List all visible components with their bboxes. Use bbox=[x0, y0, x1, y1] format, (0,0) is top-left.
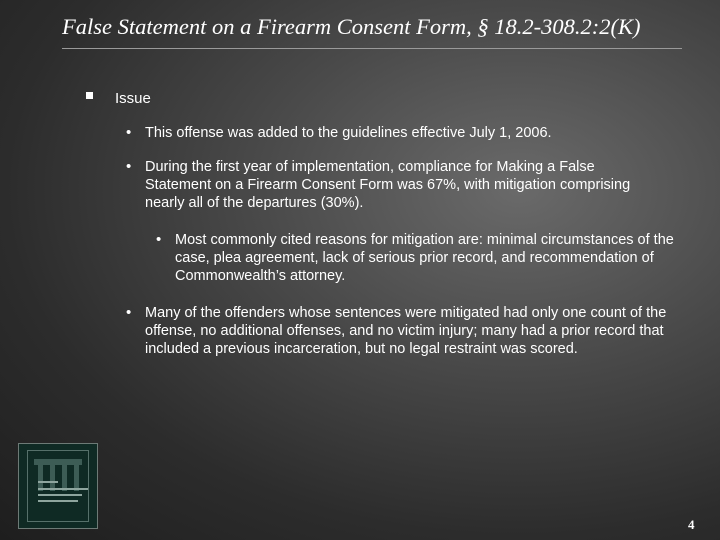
logo-text-line bbox=[38, 494, 82, 496]
sentencing-commission-logo bbox=[18, 443, 98, 529]
page-number: 4 bbox=[688, 517, 695, 532]
bullet-dot-icon: • bbox=[156, 231, 162, 248]
logo-frame bbox=[27, 450, 89, 522]
bullet-dot-icon: • bbox=[126, 158, 132, 175]
bullet-dot-icon: • bbox=[126, 304, 132, 321]
bullet-text: During the first year of implementation, compliance for Making a False Statement on a Firearm Consent Form was 67%, with mitigation comprising nearly all of the departures (30%). bbox=[145, 159, 631, 211]
title-divider bbox=[62, 48, 682, 49]
logo-text-line bbox=[38, 481, 58, 483]
heading-label: Issue bbox=[115, 90, 151, 107]
bullet-item-2 bbox=[126, 158, 645, 212]
slide-title: False Statement on a Firearm Consent Form, § 18.2-308.2:2(K) bbox=[62, 14, 641, 39]
sub-bullet-item bbox=[156, 231, 675, 285]
bullet-text: This offense was added to the guidelines effective July 1, 2006. bbox=[145, 125, 552, 141]
logo-text-line bbox=[38, 500, 78, 502]
bullet-text: Many of the offenders whose sentences were mitigated had only one count of the offense, no additional offenses, and no victim injury; many had a prior record that included a previous incarceration, but no legal restraint was scored. bbox=[145, 305, 667, 357]
heading-issue bbox=[115, 88, 151, 110]
bullet-item-3 bbox=[126, 304, 680, 358]
bullet-text: Most commonly cited reasons for mitigation are: minimal circumstances of the case, plea agreement, lack of serious prior record, and recommendation of Commonwealth’s attorney. bbox=[175, 232, 674, 284]
bullet-item-1 bbox=[126, 124, 685, 142]
bullet-dot-icon: • bbox=[126, 124, 132, 141]
logo-text-line bbox=[38, 488, 88, 490]
square-bullet-icon bbox=[86, 92, 93, 99]
